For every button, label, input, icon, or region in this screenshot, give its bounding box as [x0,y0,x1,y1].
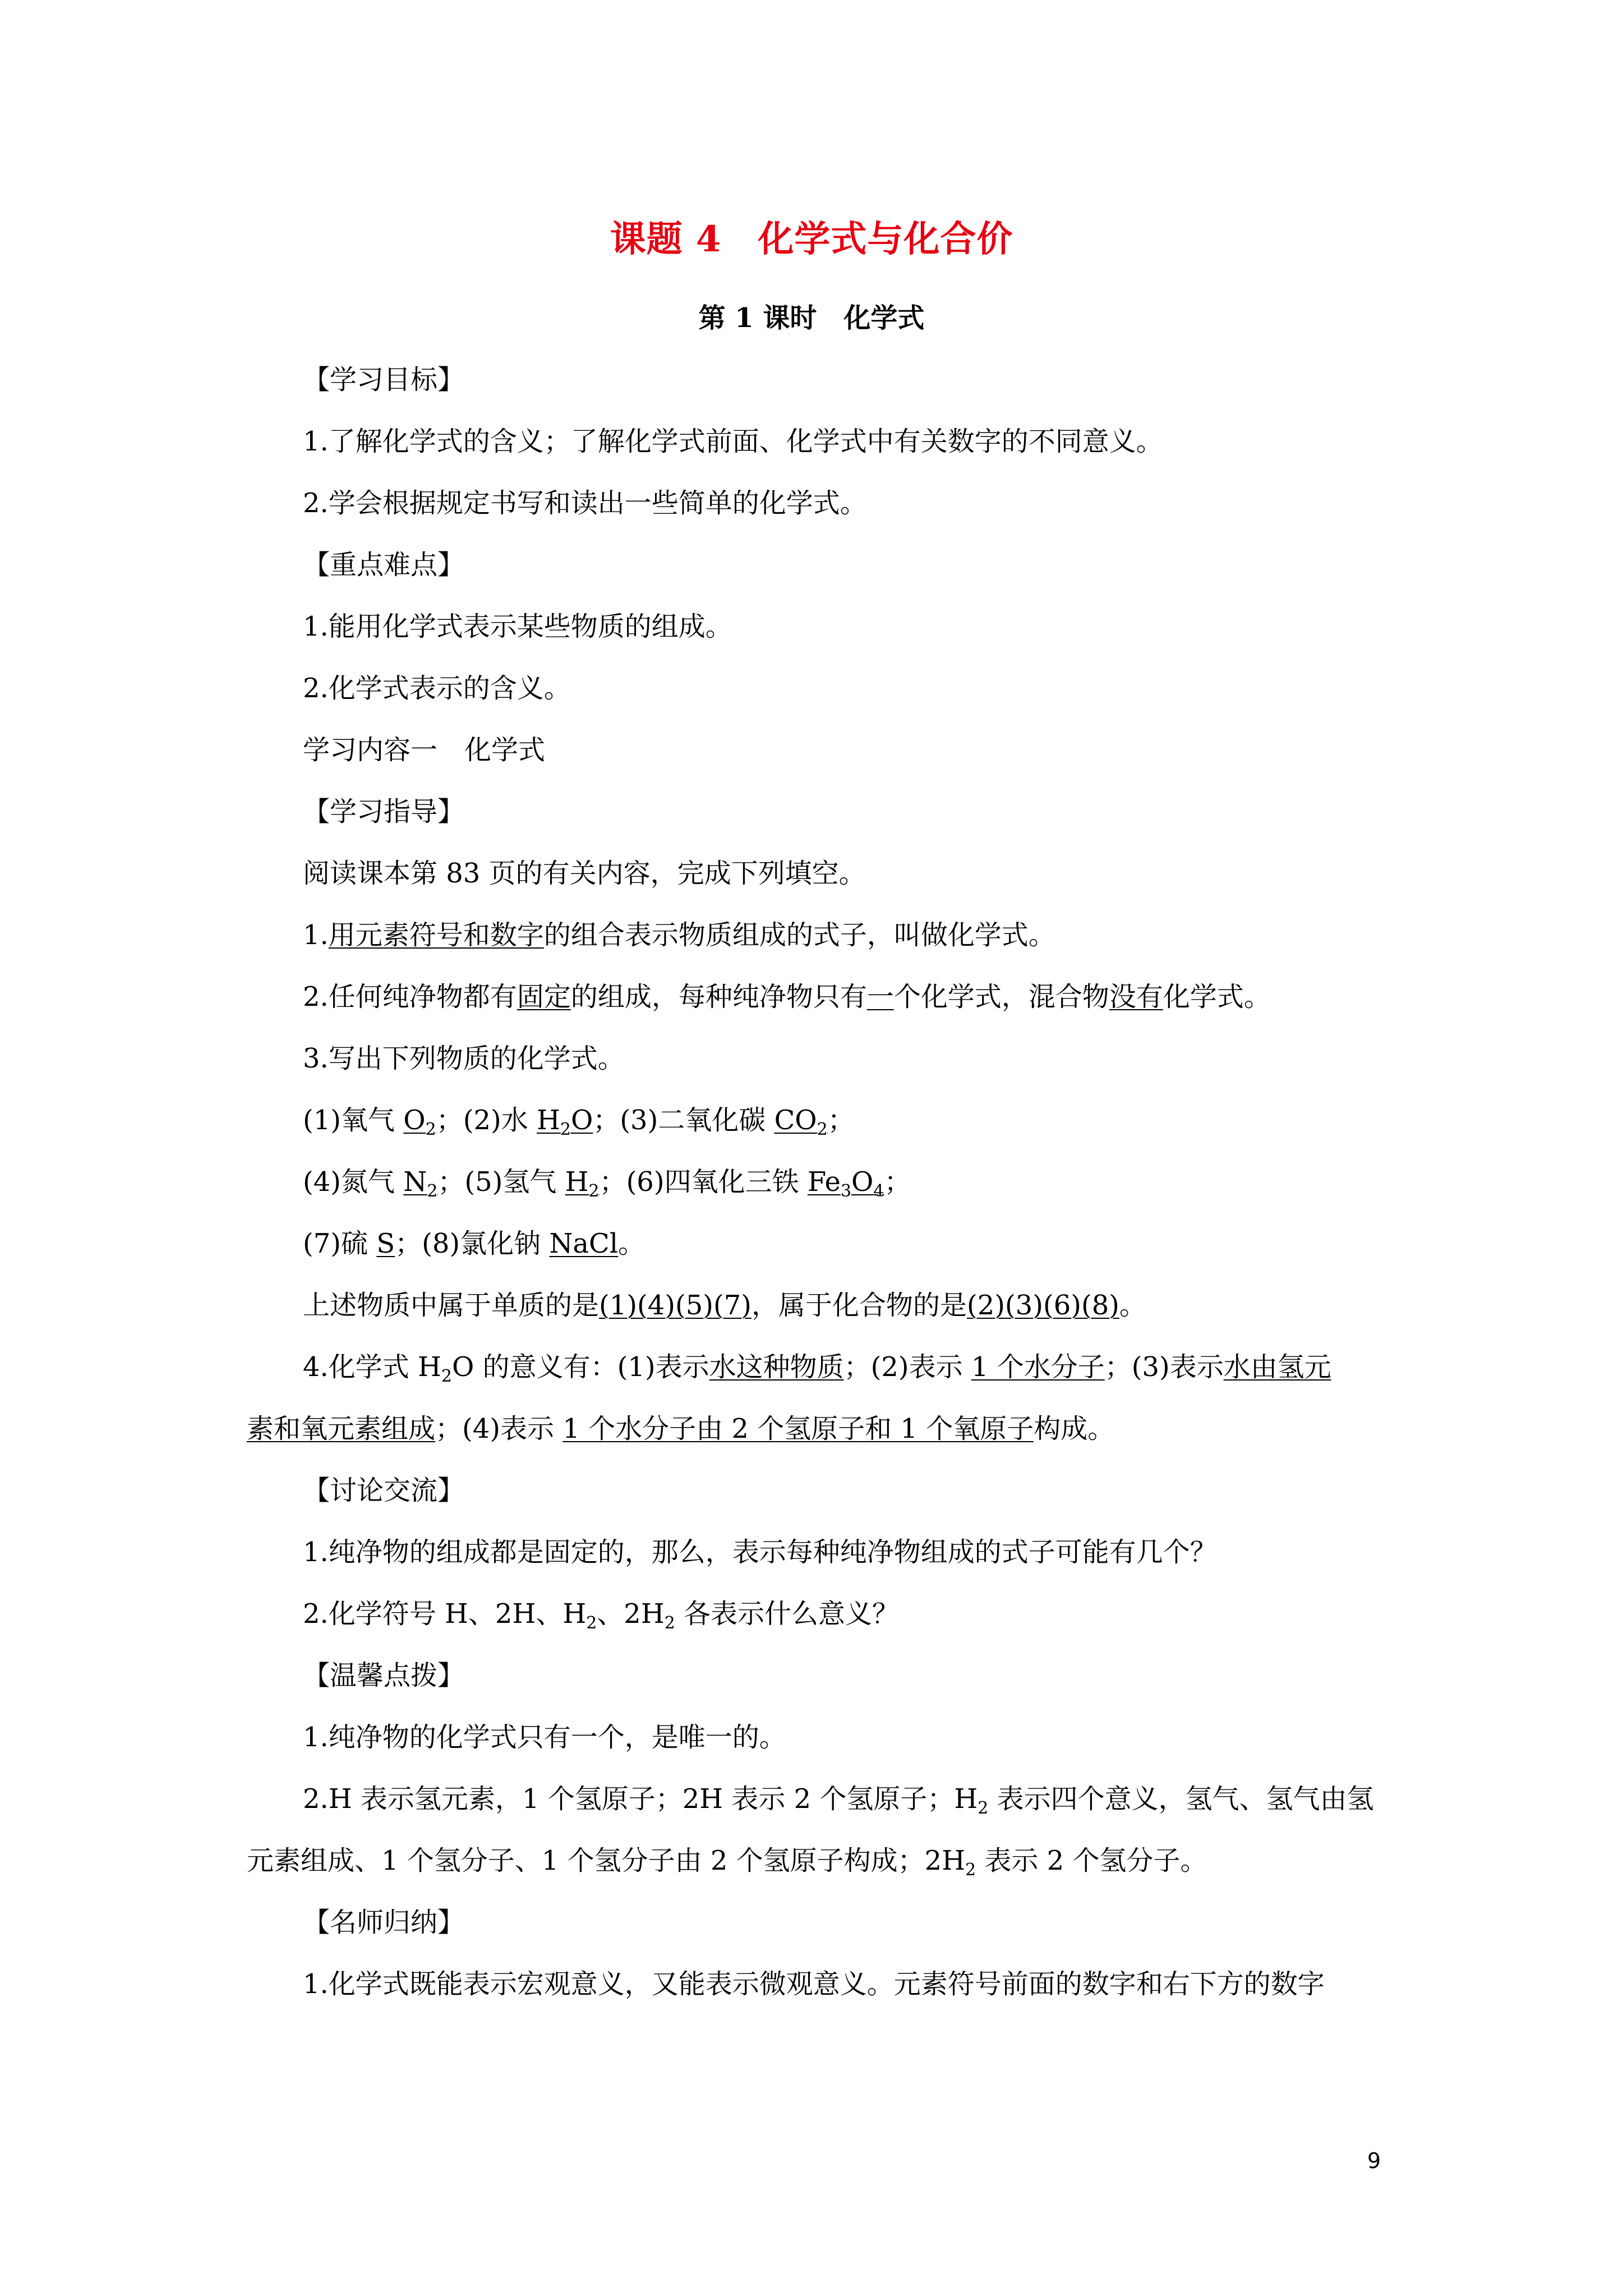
answer-blank: (2)(3)(6)(8) [967,1290,1119,1321]
answer-blank: 用元素符号和数字 [328,919,544,951]
answer-blank: (1)(4)(5)(7) [599,1290,751,1321]
key-point-1: 1.能用化学式表示某些物质的组成。 [303,611,732,642]
section-heading-discussion: 【讨论交流】 [303,1475,465,1506]
answer-blank: $O_2$ [403,1105,436,1139]
page-title: 课题 4 化学式与化合价 [610,218,1013,260]
summary-1: 1.化学式既能表示宏观意义，又能表示微观意义。元素符号前面的数字和右下方的数字 [303,1968,1325,2000]
answer-blank: 水由氢元 [1223,1351,1331,1383]
answer-blank: 没有 [1109,981,1163,1013]
answer-blank: 一 [866,981,894,1013]
answer-blank: 1 个水分子由 2 个氢原子和 1 个氧原子 [562,1413,1034,1444]
key-point-2: 2.化学式表示的含义。 [303,673,571,704]
page-subtitle: 第 1 课时 化学式 [698,302,925,334]
content-heading: 学习内容一 化学式 [303,734,546,766]
answer-blank: 素和氧元素组成 [247,1413,436,1444]
answer-blank: 水这种物质 [709,1351,844,1383]
tip-1: 1.纯净物的化学式只有一个，是唯一的。 [303,1722,786,1753]
answer-blank: $N_2$ [403,1166,438,1201]
answer-blank: $CO_2$ [774,1105,828,1139]
formula-row-2: (4)氮气 $N_2$；(5)氢气 $H_2$；(6)四氧化三铁 $Fe_3O_4$； [303,1166,911,1201]
fill-item-4: 4.化学式 $H_2O$ 的意义有：(1)表示水这种物质；(2)表示 1 个水分子；(3)表示水由氢元 [303,1351,1331,1386]
page-number: 9 [1367,2148,1381,2173]
answer-blank: 1 个水分子 [971,1351,1105,1383]
formula-row-3: (7)硫 S；(8)氯化钠 NaCl。 [303,1228,645,1259]
guidance-intro: 阅读课本第 83 页的有关内容，完成下列填空。 [303,858,866,889]
tip-2: 2.H 表示氢元素，1 个氢原子；2H 表示 2 个氢原子；$H_2$ 表示四个意义，氢气、氢气由氢 [303,1783,1374,1818]
fill-item-3: 3.写出下列物质的化学式。 [303,1043,625,1074]
section-heading-guidance: 【学习指导】 [303,796,465,827]
section-heading-tips: 【温馨点拨】 [303,1660,465,1691]
formula-row-1: (1)氧气 $O_2$；(2)水 $H_2O$；(3)二氧化碳 $CO_2$； [303,1105,855,1139]
answer-blank: NaCl [549,1228,619,1259]
fill-item-4-continued: 素和氧元素组成；(4)表示 1 个水分子由 2 个氢原子和 1 个氧原子构成。 [247,1413,1115,1444]
answer-blank: $H_2$ [565,1166,600,1201]
objective-2: 2.学会根据规定书写和读出一些简单的化学式。 [303,487,867,519]
classification-line: 上述物质中属于单质的是(1)(4)(5)(7)，属于化合物的是(2)(3)(6)(8)。 [303,1290,1146,1321]
objective-1: 1.了解化学式的含义；了解化学式前面、化学式中有关数字的不同意义。 [303,426,1163,457]
answer-blank: $Fe_3O_4$ [807,1166,884,1201]
section-heading-objectives: 【学习目标】 [303,364,465,395]
section-heading-key-points: 【重点难点】 [303,549,465,581]
discussion-q2: 2.化学符号 H、2H、$H_2$、$2H_2$ 各表示什么意义？ [303,1598,900,1633]
answer-blank: S [376,1228,395,1259]
answer-blank: 固定 [517,981,571,1013]
fill-item-1: 1.用元素符号和数字的组合表示物质组成的式子，叫做化学式。 [303,919,1055,951]
answer-blank: $H_2O$ [536,1105,593,1139]
tip-2-continued: 元素组成、1 个氢分子、1 个氢分子由 2 个氢原子构成；$2H_2$ 表示 2 个氢分子。 [247,1845,1207,1880]
fill-item-2: 2.任何纯净物都有固定的组成，每种纯净物只有一个化学式，混合物没有化学式。 [303,981,1271,1013]
section-heading-summary: 【名师归纳】 [303,1907,465,1938]
discussion-q1: 1.纯净物的组成都是固定的，那么，表示每种纯净物组成的式子可能有几个？ [303,1536,1217,1568]
